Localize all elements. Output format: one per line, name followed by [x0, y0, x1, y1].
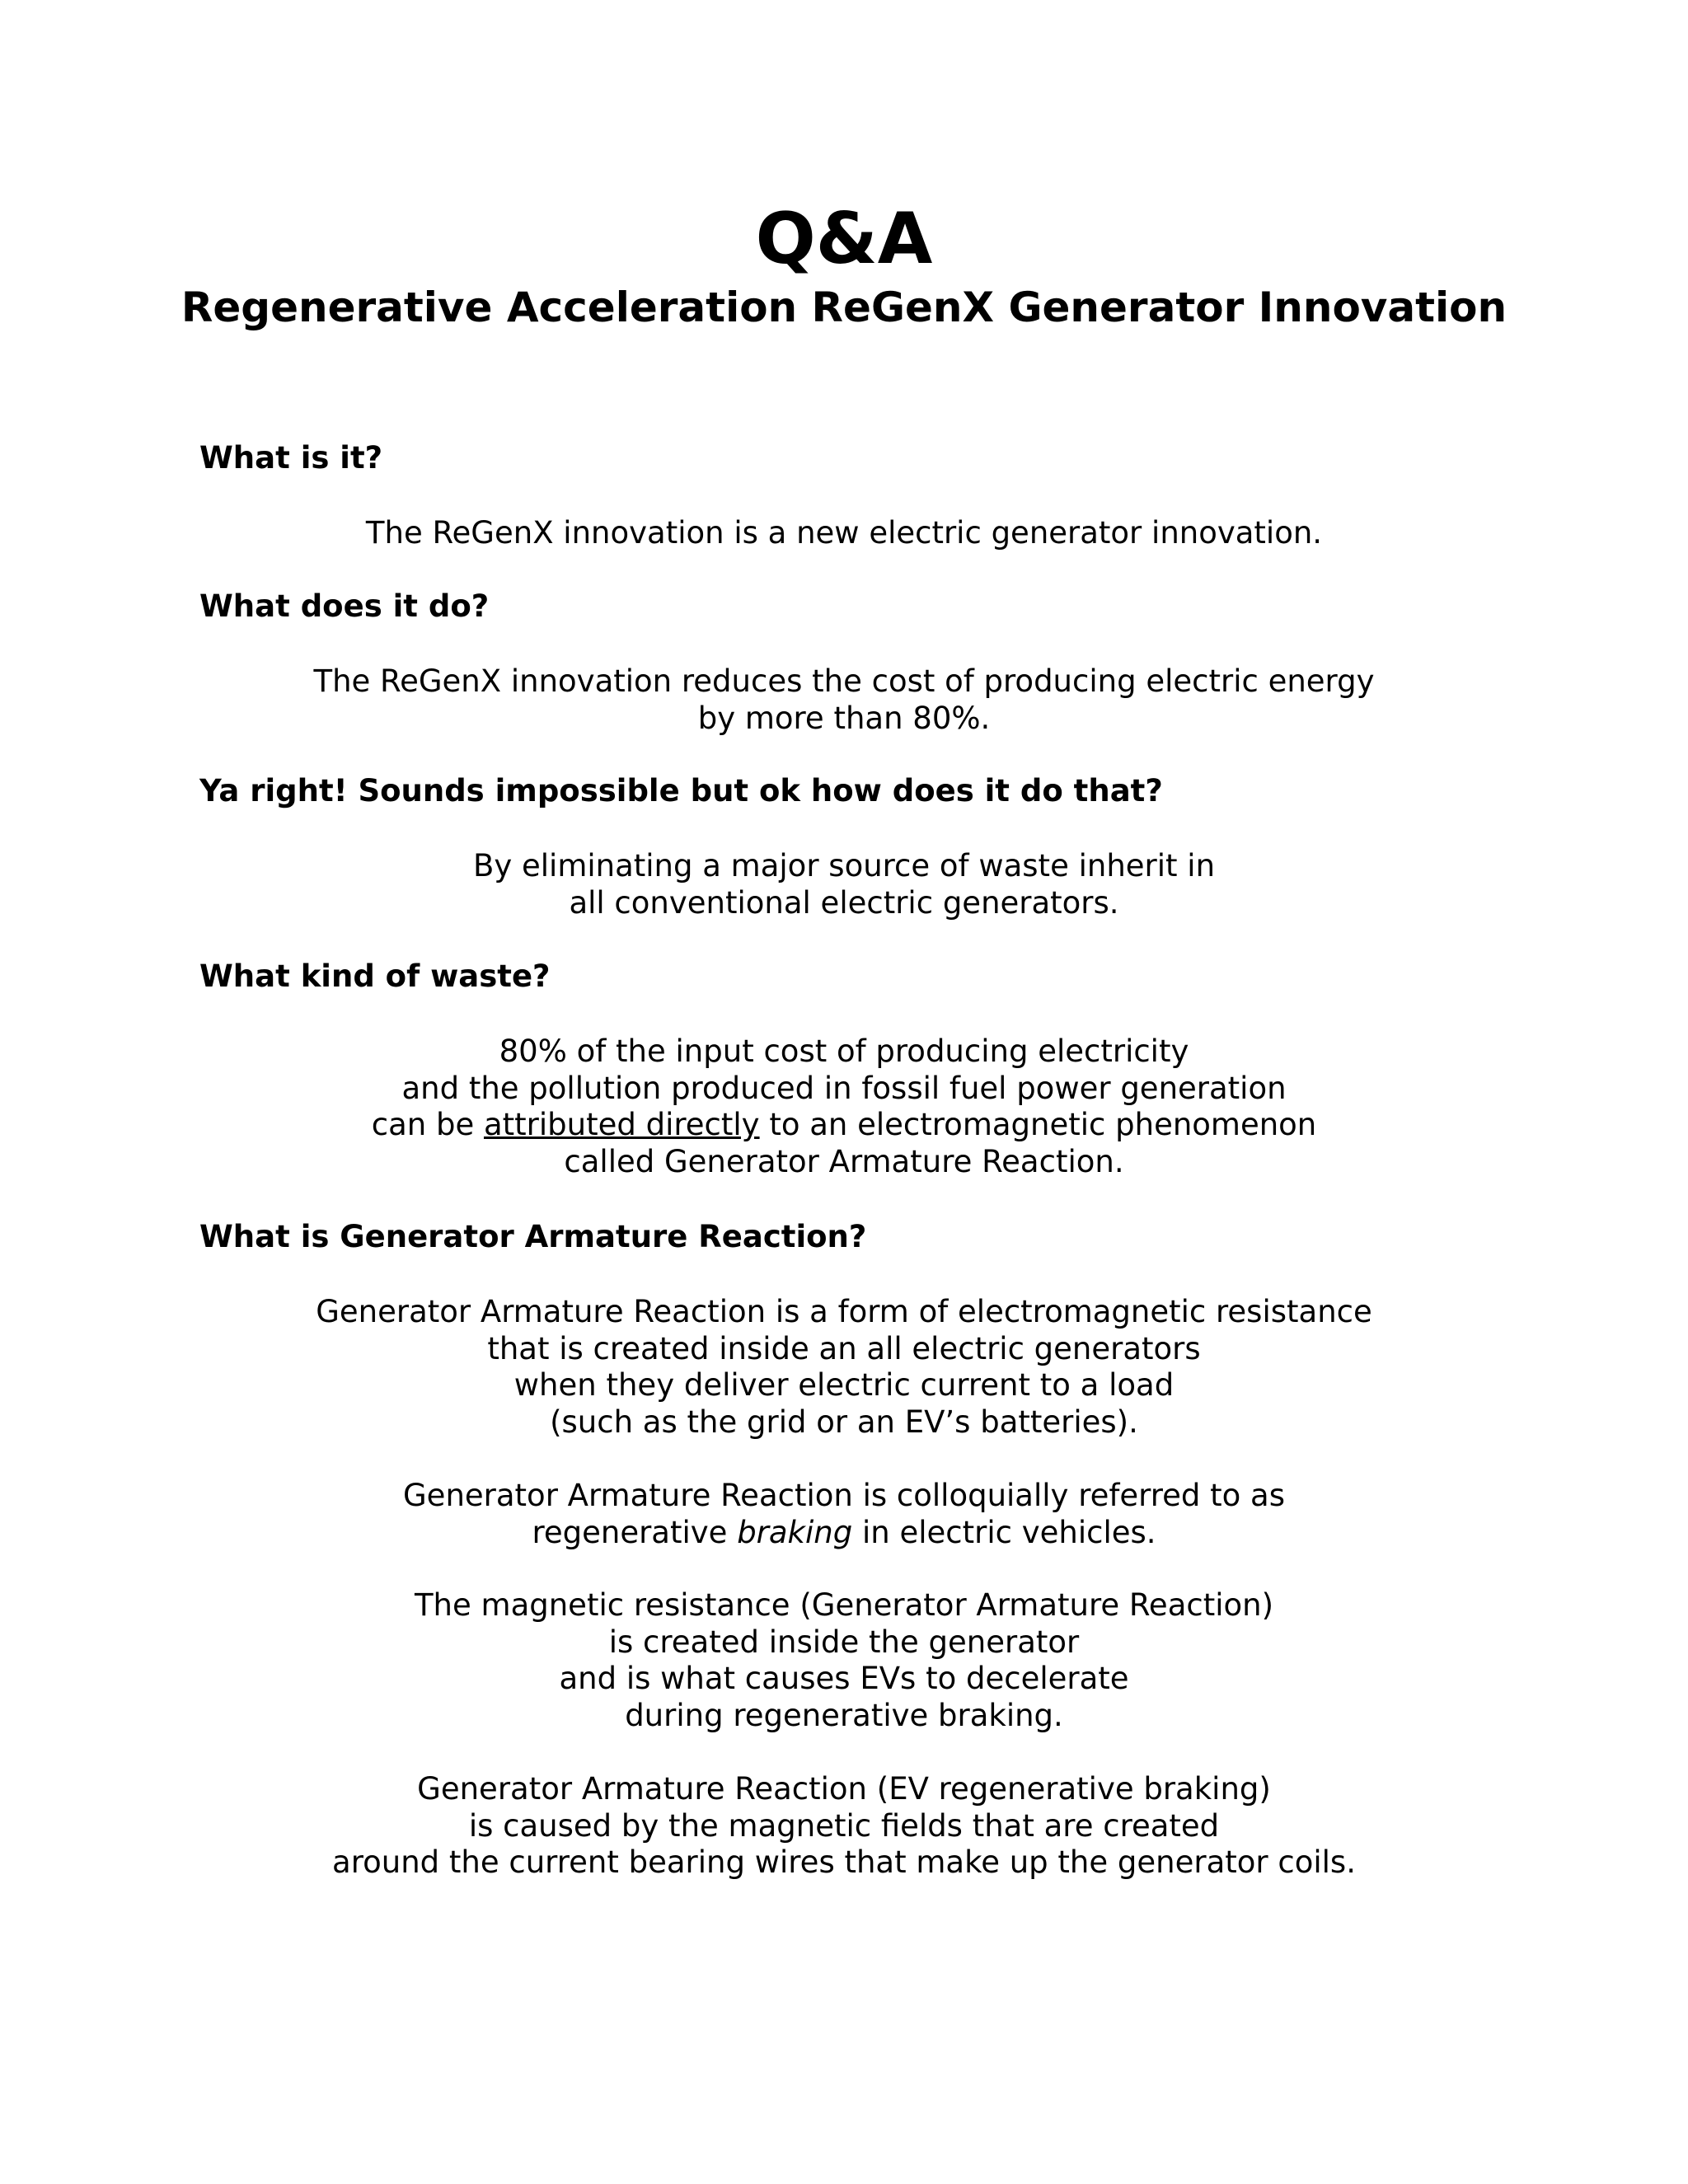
answer-line: The ReGenX innovation is a new electric generator innovation.: [365, 515, 1323, 551]
underlined-phrase: attributed directly: [483, 1107, 760, 1142]
answer-paragraph-4: [0, 1771, 1688, 1882]
answer-what-does-it-do: [0, 663, 1688, 737]
answer-line: and the pollution produced in fossil fuel power generation: [401, 1070, 1287, 1106]
question-what-kind-of-waste: What kind of waste?: [199, 958, 551, 994]
answer-paragraph-3: [0, 1587, 1688, 1734]
answer-line: and is what causes EVs to decelerate: [559, 1661, 1129, 1696]
answer-line: Generator Armature Reaction is colloquially referred to as: [403, 1478, 1285, 1513]
answer-line: around the current bearing wires that make up the generator coils.: [332, 1844, 1356, 1880]
answer-line: [0, 1107, 1688, 1144]
answer-line: by more than 80%.: [697, 700, 991, 736]
page-subtitle: Regenerative Acceleration ReGenX Generator Innovation: [181, 284, 1507, 331]
question-what-does-it-do: What does it do?: [199, 588, 490, 624]
answer-line: during regenerative braking.: [625, 1697, 1063, 1733]
answer-line: Generator Armature Reaction is a form of electromagnetic resistance: [316, 1294, 1372, 1329]
answer-text: to an electromagnetic phenomenon: [759, 1107, 1317, 1142]
answer-paragraph-1: [0, 1294, 1688, 1441]
answer-line: Generator Armature Reaction (EV regenerative braking): [417, 1771, 1271, 1807]
answer-text: regenerative: [532, 1514, 738, 1550]
answer-line: is caused by the magnetic fields that are created: [468, 1807, 1220, 1844]
answer-line: called Generator Armature Reaction.: [564, 1143, 1124, 1179]
italic-phrase: braking: [737, 1514, 853, 1550]
answer-what-is-it: [0, 515, 1688, 552]
answer-paragraph-2: [0, 1478, 1688, 1551]
answer-line: 80% of the input cost of producing electricity: [499, 1033, 1189, 1069]
answer-line: [0, 1515, 1688, 1552]
answer-text: can be: [371, 1107, 484, 1142]
answer-line: that is created inside an all electric generators: [487, 1330, 1201, 1366]
question-how-does-it-do-that: Ya right! Sounds impossible but ok how does it do that?: [199, 773, 1163, 808]
answer-line: The magnetic resistance (Generator Armature Reaction): [414, 1587, 1274, 1623]
question-what-is-it: What is it?: [199, 440, 383, 476]
page-title: Q&A: [755, 198, 933, 280]
answer-line: The ReGenX innovation reduces the cost of producing electric energy: [313, 663, 1375, 699]
answer-line: when they deliver electric current to a load: [513, 1367, 1175, 1403]
answer-line: is created inside the generator: [608, 1624, 1080, 1660]
answer-what-kind-of-waste: [0, 1033, 1688, 1180]
answer-line: By eliminating a major source of waste inherit in: [472, 848, 1216, 883]
answer-how-does-it-do-that: [0, 848, 1688, 921]
question-what-is-generator-armature-reaction: What is Generator Armature Reaction?: [199, 1219, 867, 1254]
answer-line: (such as the grid or an EV’s batteries).: [550, 1404, 1138, 1440]
answer-line: all conventional electric generators.: [569, 884, 1119, 921]
answer-text: in electric vehicles.: [852, 1514, 1156, 1550]
